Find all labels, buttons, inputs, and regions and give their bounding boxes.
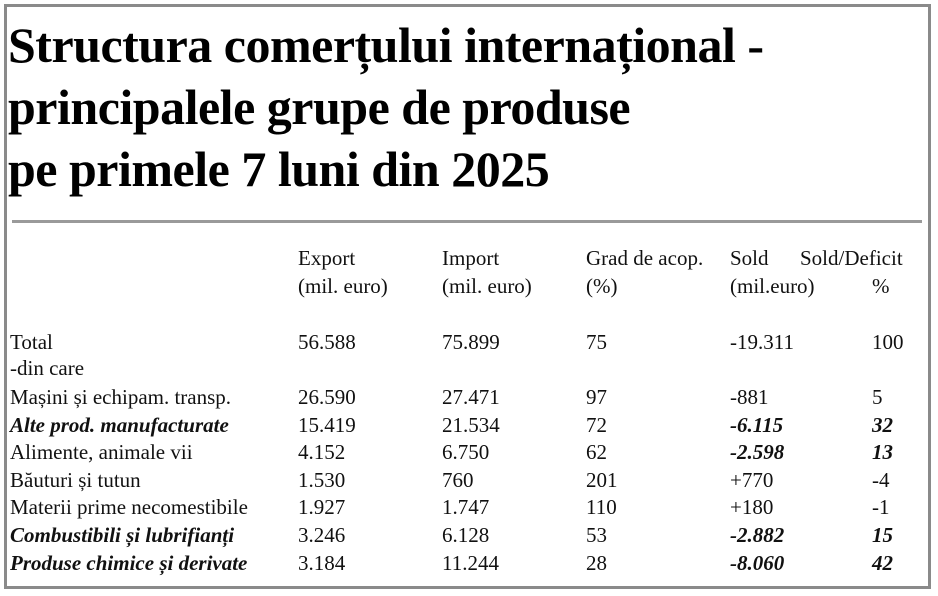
- table-cell: 75.899: [442, 330, 500, 354]
- table-cell: 5: [872, 385, 883, 409]
- table-cell: 15.419: [298, 413, 356, 437]
- column-header: Export: [298, 246, 356, 270]
- table-cell: 32: [872, 413, 893, 437]
- table-cell: 53: [586, 523, 607, 547]
- column-header: Grad de acop.: [586, 246, 704, 270]
- table-cell: 6.128: [442, 523, 490, 547]
- table-cell: +770: [730, 468, 774, 492]
- table-cell: -2.882: [730, 523, 785, 547]
- title-line-2: principalele grupe de produse: [8, 79, 631, 135]
- table-cell: 75: [586, 330, 607, 354]
- table-cell: 26.590: [298, 385, 356, 409]
- title-line-1: Structura comerțului internațional -: [8, 17, 764, 73]
- table-cell: 3.184: [298, 551, 346, 575]
- row-label: Alte prod. manufacturate: [10, 413, 229, 437]
- table-cell: 201: [586, 468, 618, 492]
- column-header-unit: (mil. euro): [298, 274, 388, 298]
- table-cell: 11.244: [442, 551, 499, 575]
- row-label-total: Total: [10, 330, 53, 354]
- table-cell: -881: [730, 385, 769, 409]
- title-line-3: pe primele 7 luni din 2025: [8, 141, 550, 197]
- table-cell: 27.471: [442, 385, 500, 409]
- table-cell: 100: [872, 330, 904, 354]
- table-cell: 760: [442, 468, 474, 492]
- row-label: Băuturi și tutun: [10, 468, 141, 492]
- table-cell: 3.246: [298, 523, 346, 547]
- page-title: [8, 14, 908, 200]
- table-cell: 6.750: [442, 440, 490, 464]
- table-cell: 56.588: [298, 330, 356, 354]
- table-cell: 1.927: [298, 495, 346, 519]
- column-header: Sold/Deficit: [800, 246, 903, 270]
- table-cell: 62: [586, 440, 607, 464]
- title-divider: [12, 220, 922, 223]
- table-cell: 13: [872, 440, 893, 464]
- table-cell: 97: [586, 385, 607, 409]
- table-cell: +180: [730, 495, 774, 519]
- row-label: Mașini și echipam. transp.: [10, 385, 232, 409]
- column-header: Sold: [730, 246, 769, 270]
- column-header-unit: %: [872, 274, 890, 298]
- table-cell: -8.060: [730, 551, 785, 575]
- table-cell: 28: [586, 551, 607, 575]
- table-cell: -4: [872, 468, 890, 492]
- row-label: Materii prime necomestibile: [10, 495, 248, 519]
- row-label: Combustibili și lubrifianți: [10, 523, 235, 547]
- column-header: Import: [442, 246, 500, 270]
- row-label: Produse chimice și derivate: [10, 551, 248, 575]
- column-header-unit: (%): [586, 274, 618, 298]
- table-cell: -2.598: [730, 440, 785, 464]
- table-cell: 72: [586, 413, 607, 437]
- table-cell: 1.530: [298, 468, 346, 492]
- table-cell: 42: [872, 551, 893, 575]
- row-label-din-care: -din care: [10, 356, 85, 380]
- row-label: Alimente, animale vii: [10, 440, 193, 464]
- table-cell: 110: [586, 495, 617, 519]
- table-cell: -6.115: [730, 413, 784, 437]
- table-cell: -1: [872, 495, 890, 519]
- column-header-unit: (mil. euro): [442, 274, 532, 298]
- table-cell: 1.747: [442, 495, 490, 519]
- table-cell: 21.534: [442, 413, 500, 437]
- column-header-unit: (mil.euro): [730, 274, 815, 298]
- table-cell: -19.311: [730, 330, 794, 354]
- table-cell: 15: [872, 523, 893, 547]
- table-cell: 4.152: [298, 440, 346, 464]
